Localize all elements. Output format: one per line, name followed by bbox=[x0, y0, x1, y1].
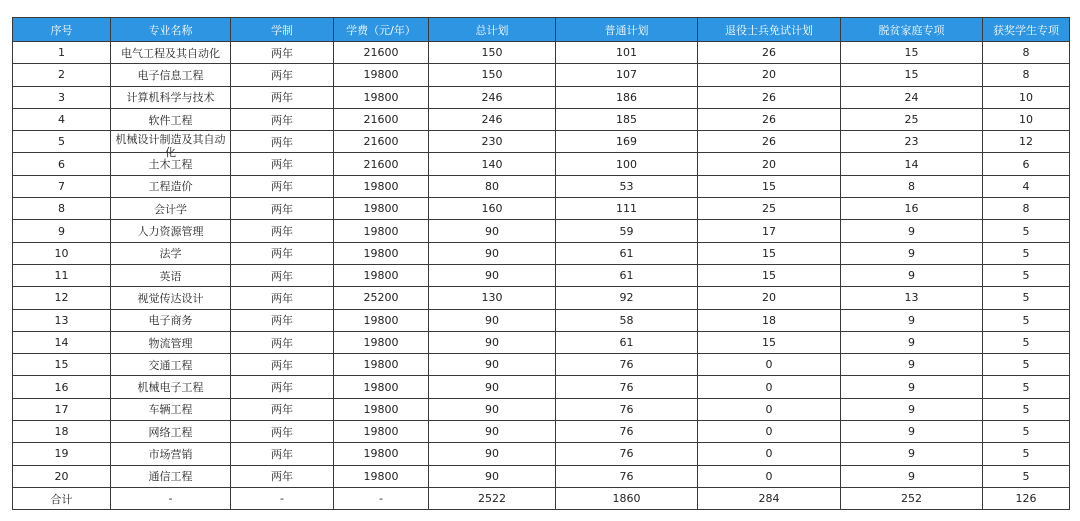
cell-tuition: 19800 bbox=[334, 175, 429, 197]
cell-major-name: 电气工程及其自动化 bbox=[111, 42, 231, 64]
cell-index: 20 bbox=[13, 465, 111, 487]
cell-veteran-plan: 0 bbox=[698, 354, 841, 376]
cell-veteran-plan: 0 bbox=[698, 465, 841, 487]
cell-index: 13 bbox=[13, 309, 111, 331]
cell-tuition: 25200 bbox=[334, 287, 429, 309]
total-cell-tuition: - bbox=[334, 487, 429, 509]
cell-major-name: 英语 bbox=[111, 264, 231, 286]
table-row bbox=[13, 86, 1070, 108]
header-major-name: 专业名称 bbox=[111, 18, 231, 42]
cell-duration: 两年 bbox=[231, 331, 334, 353]
cell-major-name: 人力资源管理 bbox=[111, 220, 231, 242]
cell-major-name: 通信工程 bbox=[111, 465, 231, 487]
total-cell-index: 合计 bbox=[13, 487, 111, 509]
cell-veteran-plan: 20 bbox=[698, 287, 841, 309]
cell-index: 5 bbox=[13, 131, 111, 153]
cell-award-student-plan: 8 bbox=[983, 42, 1070, 64]
cell-veteran-plan: 26 bbox=[698, 42, 841, 64]
cell-duration: 两年 bbox=[231, 153, 334, 175]
table-row bbox=[13, 198, 1070, 220]
cell-award-student-plan: 5 bbox=[983, 421, 1070, 443]
header-duration: 学制 bbox=[231, 18, 334, 42]
cell-duration: 两年 bbox=[231, 398, 334, 420]
cell-major-name-text: 机械设计制造及其自动化 bbox=[115, 133, 226, 160]
table-row bbox=[13, 465, 1070, 487]
cell-index: 2 bbox=[13, 64, 111, 86]
cell-regular-plan: 100 bbox=[556, 153, 698, 175]
cell-award-student-plan: 8 bbox=[983, 64, 1070, 86]
cell-poverty-family-plan: 23 bbox=[841, 131, 983, 153]
cell-major-name: 土木工程 bbox=[111, 153, 231, 175]
cell-poverty-family-plan: 15 bbox=[841, 42, 983, 64]
cell-duration: 两年 bbox=[231, 376, 334, 398]
cell-veteran-plan: 20 bbox=[698, 153, 841, 175]
cell-poverty-family-plan: 9 bbox=[841, 398, 983, 420]
table-row bbox=[13, 309, 1070, 331]
cell-regular-plan: 186 bbox=[556, 86, 698, 108]
cell-index: 1 bbox=[13, 42, 111, 64]
cell-regular-plan: 61 bbox=[556, 264, 698, 286]
cell-duration: 两年 bbox=[231, 86, 334, 108]
cell-total-plan: 246 bbox=[429, 108, 556, 130]
cell-tuition: 19800 bbox=[334, 242, 429, 264]
cell-award-student-plan: 5 bbox=[983, 443, 1070, 465]
cell-duration: 两年 bbox=[231, 354, 334, 376]
cell-total-plan: 80 bbox=[429, 175, 556, 197]
total-cell-award-student-plan: 126 bbox=[983, 487, 1070, 509]
cell-index: 8 bbox=[13, 198, 111, 220]
cell-veteran-plan: 15 bbox=[698, 264, 841, 286]
cell-regular-plan: 76 bbox=[556, 465, 698, 487]
cell-duration: 两年 bbox=[231, 287, 334, 309]
table-row bbox=[13, 443, 1070, 465]
cell-duration: 两年 bbox=[231, 108, 334, 130]
cell-duration: 两年 bbox=[231, 264, 334, 286]
cell-index: 19 bbox=[13, 443, 111, 465]
cell-award-student-plan: 5 bbox=[983, 331, 1070, 353]
cell-index: 7 bbox=[13, 175, 111, 197]
cell-index: 15 bbox=[13, 354, 111, 376]
cell-tuition: 19800 bbox=[334, 331, 429, 353]
cell-duration: 两年 bbox=[231, 421, 334, 443]
table-row bbox=[13, 220, 1070, 242]
cell-award-student-plan: 12 bbox=[983, 131, 1070, 153]
cell-regular-plan: 61 bbox=[556, 242, 698, 264]
cell-award-student-plan: 5 bbox=[983, 220, 1070, 242]
cell-award-student-plan: 5 bbox=[983, 398, 1070, 420]
table-row bbox=[13, 354, 1070, 376]
cell-major-name: 软件工程 bbox=[111, 108, 231, 130]
cell-index: 12 bbox=[13, 287, 111, 309]
cell-major-name: 车辆工程 bbox=[111, 398, 231, 420]
cell-tuition: 21600 bbox=[334, 153, 429, 175]
header-poverty-family-plan: 脱贫家庭专项 bbox=[841, 18, 983, 42]
cell-award-student-plan: 5 bbox=[983, 309, 1070, 331]
cell-major-name: 工程造价 bbox=[111, 175, 231, 197]
cell-veteran-plan: 26 bbox=[698, 131, 841, 153]
cell-award-student-plan: 4 bbox=[983, 175, 1070, 197]
cell-award-student-plan: 5 bbox=[983, 465, 1070, 487]
total-cell-total-plan: 2522 bbox=[429, 487, 556, 509]
cell-veteran-plan: 18 bbox=[698, 309, 841, 331]
cell-total-plan: 246 bbox=[429, 86, 556, 108]
cell-total-plan: 130 bbox=[429, 287, 556, 309]
cell-regular-plan: 76 bbox=[556, 376, 698, 398]
header-tuition: 学费（元/年） bbox=[334, 18, 429, 42]
cell-tuition: 19800 bbox=[334, 421, 429, 443]
cell-veteran-plan: 0 bbox=[698, 376, 841, 398]
cell-poverty-family-plan: 9 bbox=[841, 264, 983, 286]
cell-major-name: 法学 bbox=[111, 242, 231, 264]
cell-veteran-plan: 0 bbox=[698, 398, 841, 420]
cell-index: 9 bbox=[13, 220, 111, 242]
cell-total-plan: 90 bbox=[429, 376, 556, 398]
cell-award-student-plan: 10 bbox=[983, 86, 1070, 108]
table-row bbox=[13, 242, 1070, 264]
cell-poverty-family-plan: 13 bbox=[841, 287, 983, 309]
header-award-student-plan: 获奖学生专项 bbox=[983, 18, 1070, 42]
cell-regular-plan: 107 bbox=[556, 64, 698, 86]
cell-poverty-family-plan: 9 bbox=[841, 220, 983, 242]
cell-major-name: 物流管理 bbox=[111, 331, 231, 353]
cell-index: 17 bbox=[13, 398, 111, 420]
total-cell-poverty-family-plan: 252 bbox=[841, 487, 983, 509]
cell-poverty-family-plan: 24 bbox=[841, 86, 983, 108]
cell-total-plan: 90 bbox=[429, 465, 556, 487]
enrollment-plan-table-container bbox=[12, 17, 1069, 510]
table-row bbox=[13, 287, 1070, 309]
enrollment-plan-table bbox=[12, 17, 1070, 510]
cell-poverty-family-plan: 9 bbox=[841, 331, 983, 353]
cell-total-plan: 230 bbox=[429, 131, 556, 153]
cell-poverty-family-plan: 14 bbox=[841, 153, 983, 175]
cell-tuition: 21600 bbox=[334, 108, 429, 130]
table-row bbox=[13, 153, 1070, 175]
cell-tuition: 19800 bbox=[334, 64, 429, 86]
cell-award-student-plan: 5 bbox=[983, 354, 1070, 376]
cell-index: 18 bbox=[13, 421, 111, 443]
cell-duration: 两年 bbox=[231, 220, 334, 242]
cell-total-plan: 90 bbox=[429, 242, 556, 264]
cell-tuition: 19800 bbox=[334, 264, 429, 286]
cell-poverty-family-plan: 15 bbox=[841, 64, 983, 86]
cell-total-plan: 90 bbox=[429, 309, 556, 331]
cell-award-student-plan: 5 bbox=[983, 287, 1070, 309]
cell-poverty-family-plan: 9 bbox=[841, 354, 983, 376]
total-row bbox=[13, 487, 1070, 509]
cell-regular-plan: 59 bbox=[556, 220, 698, 242]
cell-tuition: 19800 bbox=[334, 86, 429, 108]
cell-tuition: 19800 bbox=[334, 398, 429, 420]
cell-poverty-family-plan: 25 bbox=[841, 108, 983, 130]
cell-tuition: 19800 bbox=[334, 198, 429, 220]
cell-award-student-plan: 5 bbox=[983, 264, 1070, 286]
total-cell-duration: - bbox=[231, 487, 334, 509]
cell-regular-plan: 58 bbox=[556, 309, 698, 331]
cell-tuition: 21600 bbox=[334, 42, 429, 64]
table-row bbox=[13, 108, 1070, 130]
cell-veteran-plan: 25 bbox=[698, 198, 841, 220]
cell-veteran-plan: 17 bbox=[698, 220, 841, 242]
cell-poverty-family-plan: 16 bbox=[841, 198, 983, 220]
table-row bbox=[13, 421, 1070, 443]
cell-poverty-family-plan: 9 bbox=[841, 443, 983, 465]
cell-tuition: 19800 bbox=[334, 220, 429, 242]
cell-tuition: 19800 bbox=[334, 354, 429, 376]
cell-duration: 两年 bbox=[231, 42, 334, 64]
cell-duration: 两年 bbox=[231, 242, 334, 264]
cell-total-plan: 90 bbox=[429, 443, 556, 465]
cell-award-student-plan: 10 bbox=[983, 108, 1070, 130]
header-veteran-plan: 退役士兵免试计划 bbox=[698, 18, 841, 42]
cell-major-name: 网络工程 bbox=[111, 421, 231, 443]
cell-poverty-family-plan: 9 bbox=[841, 376, 983, 398]
cell-major-name: 电子信息工程 bbox=[111, 64, 231, 86]
cell-veteran-plan: 15 bbox=[698, 331, 841, 353]
cell-duration: 两年 bbox=[231, 131, 334, 153]
cell-regular-plan: 53 bbox=[556, 175, 698, 197]
cell-index: 11 bbox=[13, 264, 111, 286]
table-row bbox=[13, 42, 1070, 64]
cell-poverty-family-plan: 9 bbox=[841, 242, 983, 264]
cell-total-plan: 160 bbox=[429, 198, 556, 220]
cell-award-student-plan: 8 bbox=[983, 198, 1070, 220]
cell-regular-plan: 76 bbox=[556, 443, 698, 465]
cell-total-plan: 90 bbox=[429, 421, 556, 443]
table-row bbox=[13, 175, 1070, 197]
cell-veteran-plan: 26 bbox=[698, 86, 841, 108]
cell-major-name bbox=[111, 131, 231, 160]
cell-veteran-plan: 0 bbox=[698, 443, 841, 465]
cell-poverty-family-plan: 9 bbox=[841, 465, 983, 487]
cell-major-name: 交通工程 bbox=[111, 354, 231, 376]
cell-regular-plan: 61 bbox=[556, 331, 698, 353]
table-header bbox=[13, 18, 1070, 42]
cell-major-name: 电子商务 bbox=[111, 309, 231, 331]
cell-total-plan: 150 bbox=[429, 42, 556, 64]
cell-duration: 两年 bbox=[231, 465, 334, 487]
table-body bbox=[13, 42, 1070, 510]
header-row bbox=[13, 18, 1070, 42]
cell-tuition: 21600 bbox=[334, 131, 429, 153]
cell-major-name: 会计学 bbox=[111, 198, 231, 220]
cell-total-plan: 150 bbox=[429, 64, 556, 86]
cell-duration: 两年 bbox=[231, 64, 334, 86]
cell-award-student-plan: 6 bbox=[983, 153, 1070, 175]
table-row bbox=[13, 64, 1070, 86]
cell-regular-plan: 76 bbox=[556, 398, 698, 420]
cell-regular-plan: 76 bbox=[556, 354, 698, 376]
cell-index: 16 bbox=[13, 376, 111, 398]
cell-veteran-plan: 15 bbox=[698, 175, 841, 197]
cell-duration: 两年 bbox=[231, 175, 334, 197]
cell-regular-plan: 101 bbox=[556, 42, 698, 64]
table-row bbox=[13, 376, 1070, 398]
cell-total-plan: 90 bbox=[429, 398, 556, 420]
table-row bbox=[13, 331, 1070, 353]
cell-duration: 两年 bbox=[231, 198, 334, 220]
cell-major-name: 市场营销 bbox=[111, 443, 231, 465]
cell-poverty-family-plan: 9 bbox=[841, 421, 983, 443]
cell-major-name: 视觉传达设计 bbox=[111, 287, 231, 309]
cell-tuition: 19800 bbox=[334, 443, 429, 465]
cell-award-student-plan: 5 bbox=[983, 376, 1070, 398]
table-row bbox=[13, 131, 1070, 153]
cell-poverty-family-plan: 9 bbox=[841, 309, 983, 331]
cell-major-name: 机械电子工程 bbox=[111, 376, 231, 398]
cell-index: 3 bbox=[13, 86, 111, 108]
total-cell-regular-plan: 1860 bbox=[556, 487, 698, 509]
cell-index: 10 bbox=[13, 242, 111, 264]
cell-index: 14 bbox=[13, 331, 111, 353]
cell-index: 4 bbox=[13, 108, 111, 130]
cell-total-plan: 140 bbox=[429, 153, 556, 175]
cell-duration: 两年 bbox=[231, 443, 334, 465]
cell-regular-plan: 111 bbox=[556, 198, 698, 220]
cell-veteran-plan: 15 bbox=[698, 242, 841, 264]
total-cell-major-name: - bbox=[111, 487, 231, 509]
cell-veteran-plan: 20 bbox=[698, 64, 841, 86]
cell-poverty-family-plan: 8 bbox=[841, 175, 983, 197]
cell-tuition: 19800 bbox=[334, 376, 429, 398]
cell-regular-plan: 169 bbox=[556, 131, 698, 153]
table-row bbox=[13, 398, 1070, 420]
cell-award-student-plan: 5 bbox=[983, 242, 1070, 264]
cell-total-plan: 90 bbox=[429, 264, 556, 286]
cell-total-plan: 90 bbox=[429, 220, 556, 242]
total-cell-veteran-plan: 284 bbox=[698, 487, 841, 509]
cell-regular-plan: 92 bbox=[556, 287, 698, 309]
cell-total-plan: 90 bbox=[429, 354, 556, 376]
cell-veteran-plan: 0 bbox=[698, 421, 841, 443]
header-regular-plan: 普通计划 bbox=[556, 18, 698, 42]
header-index: 序号 bbox=[13, 18, 111, 42]
cell-tuition: 19800 bbox=[334, 309, 429, 331]
cell-tuition: 19800 bbox=[334, 465, 429, 487]
header-total-plan: 总计划 bbox=[429, 18, 556, 42]
cell-regular-plan: 185 bbox=[556, 108, 698, 130]
cell-veteran-plan: 26 bbox=[698, 108, 841, 130]
table-row bbox=[13, 264, 1070, 286]
cell-regular-plan: 76 bbox=[556, 421, 698, 443]
cell-duration: 两年 bbox=[231, 309, 334, 331]
cell-index: 6 bbox=[13, 153, 111, 175]
cell-total-plan: 90 bbox=[429, 331, 556, 353]
cell-major-name: 计算机科学与技术 bbox=[111, 86, 231, 108]
